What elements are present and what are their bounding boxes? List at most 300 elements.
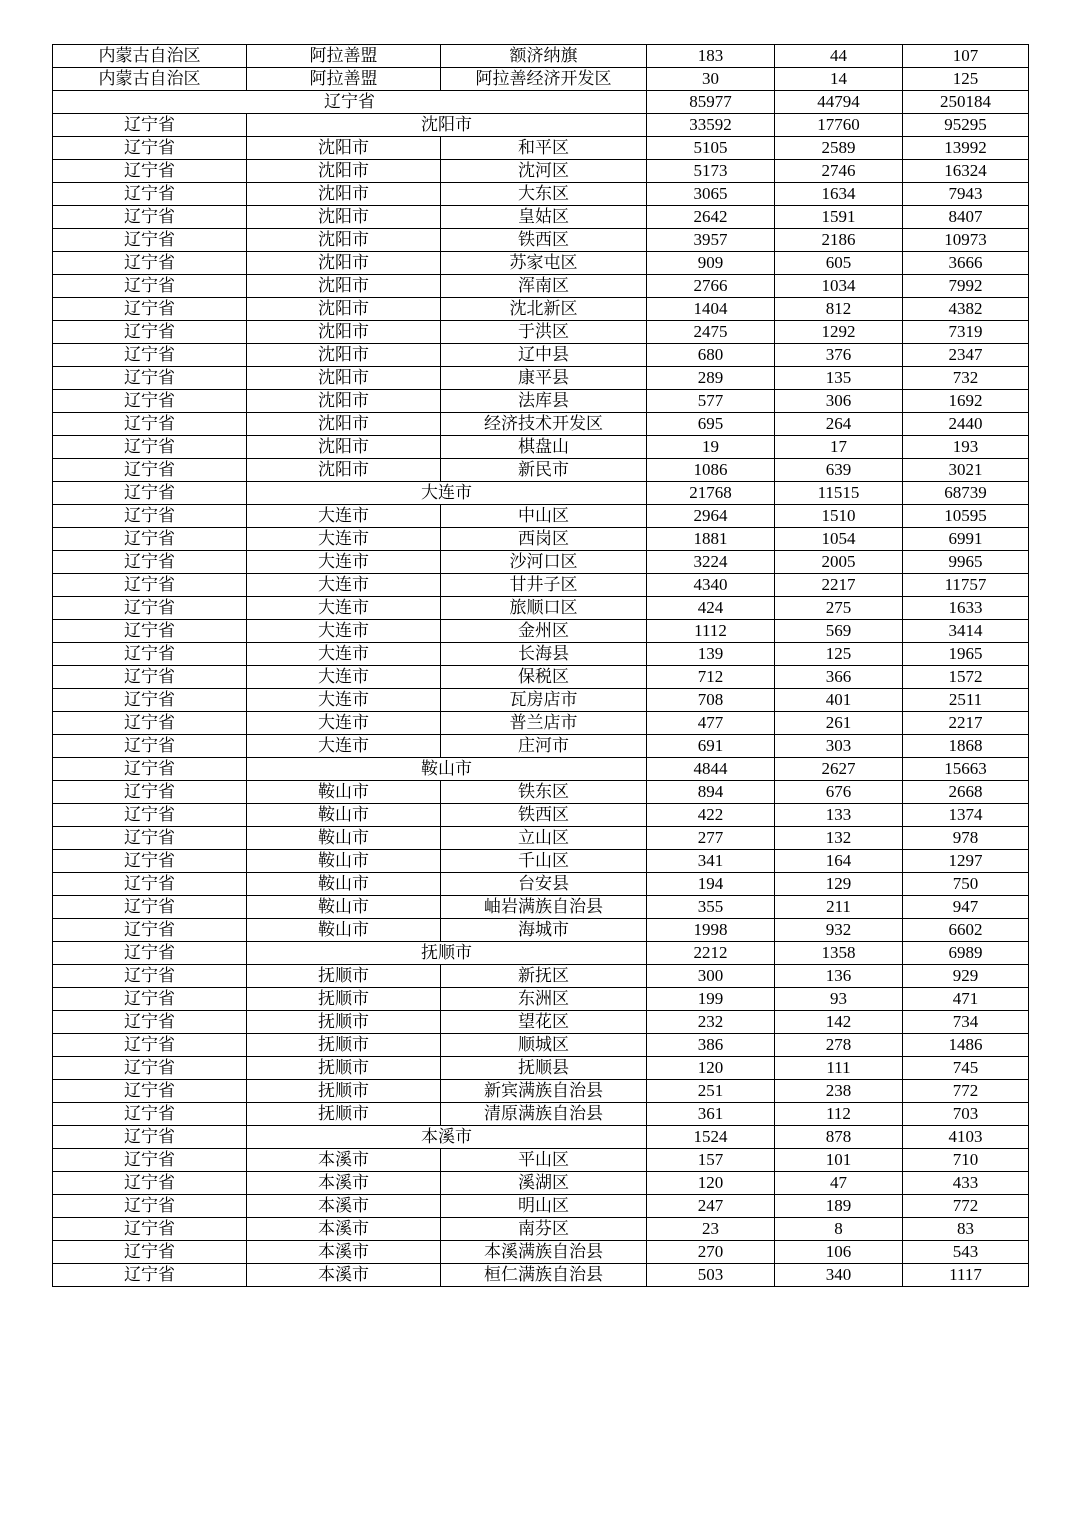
row-district: 平山区 [441,1149,647,1172]
row-value-2: 2186 [775,229,903,252]
row-value-1: 2766 [647,275,775,298]
row-city: 沈阳市 [247,229,441,252]
row-value-2: 44794 [775,91,903,114]
row-province: 辽宁省 [53,1011,247,1034]
row-province: 辽宁省 [53,252,247,275]
row-value-1: 4844 [647,758,775,781]
row-province: 辽宁省 [53,1034,247,1057]
row-district: 千山区 [441,850,647,873]
row-district: 辽中县 [441,344,647,367]
table-row [53,528,1029,551]
row-value-1: 139 [647,643,775,666]
row-value-3: 13992 [903,137,1029,160]
row-value-2: 639 [775,459,903,482]
row-district: 保税区 [441,666,647,689]
row-value-3: 734 [903,1011,1029,1034]
row-value-1: 708 [647,689,775,712]
row-value-3: 9965 [903,551,1029,574]
row-value-2: 278 [775,1034,903,1057]
row-value-3: 4103 [903,1126,1029,1149]
row-value-1: 4340 [647,574,775,597]
row-value-3: 2347 [903,344,1029,367]
row-value-3: 68739 [903,482,1029,505]
table-row [53,252,1029,275]
row-province: 辽宁省 [53,344,247,367]
row-city: 沈阳市 [247,298,441,321]
row-value-1: 85977 [647,91,775,114]
table-row [53,1195,1029,1218]
row-value-2: 44 [775,45,903,68]
row-city: 沈阳市 [247,160,441,183]
row-city: 抚顺市 [247,965,441,988]
row-value-3: 2217 [903,712,1029,735]
table-row [53,1264,1029,1287]
row-district: 甘井子区 [441,574,647,597]
table-row [53,850,1029,873]
row-value-2: 1634 [775,183,903,206]
row-province: 辽宁省 [53,689,247,712]
row-value-2: 676 [775,781,903,804]
row-value-2: 11515 [775,482,903,505]
table-row [53,367,1029,390]
row-district: 浑南区 [441,275,647,298]
row-value-1: 23 [647,1218,775,1241]
row-value-1: 120 [647,1172,775,1195]
statistics-table [52,44,1029,1287]
row-province: 辽宁省 [53,1103,247,1126]
row-district: 铁东区 [441,781,647,804]
row-value-3: 6602 [903,919,1029,942]
row-value-2: 17 [775,436,903,459]
row-value-2: 106 [775,1241,903,1264]
row-city: 抚顺市 [247,1103,441,1126]
row-city-merged: 抚顺市 [247,942,647,965]
row-district: 阿拉善经济开发区 [441,68,647,91]
row-city: 抚顺市 [247,988,441,1011]
row-district: 苏家屯区 [441,252,647,275]
row-city-merged: 本溪市 [247,1126,647,1149]
row-value-3: 703 [903,1103,1029,1126]
row-value-1: 1881 [647,528,775,551]
row-value-1: 361 [647,1103,775,1126]
row-city: 沈阳市 [247,321,441,344]
table-row [53,1126,1029,1149]
row-value-2: 211 [775,896,903,919]
row-province: 辽宁省 [53,229,247,252]
row-city: 大连市 [247,643,441,666]
row-province: 辽宁省 [53,298,247,321]
row-district: 普兰店市 [441,712,647,735]
row-district: 旅顺口区 [441,597,647,620]
row-value-3: 10595 [903,505,1029,528]
row-province: 辽宁省 [53,988,247,1011]
row-value-1: 270 [647,1241,775,1264]
row-value-3: 772 [903,1080,1029,1103]
row-value-2: 306 [775,390,903,413]
row-value-1: 2212 [647,942,775,965]
table-row [53,620,1029,643]
row-value-3: 6989 [903,942,1029,965]
row-value-3: 1374 [903,804,1029,827]
row-value-1: 386 [647,1034,775,1057]
row-province: 辽宁省 [53,206,247,229]
row-value-3: 125 [903,68,1029,91]
row-province: 辽宁省 [53,275,247,298]
row-city: 大连市 [247,735,441,758]
row-district: 中山区 [441,505,647,528]
row-province: 辽宁省 [53,643,247,666]
row-city: 阿拉善盟 [247,68,441,91]
row-district: 于洪区 [441,321,647,344]
row-value-2: 135 [775,367,903,390]
row-value-2: 605 [775,252,903,275]
table-row [53,804,1029,827]
row-value-1: 157 [647,1149,775,1172]
row-city: 鞍山市 [247,850,441,873]
row-value-2: 264 [775,413,903,436]
table-row [53,114,1029,137]
row-city: 沈阳市 [247,252,441,275]
row-value-3: 750 [903,873,1029,896]
row-value-3: 1117 [903,1264,1029,1287]
row-value-2: 132 [775,827,903,850]
row-value-2: 303 [775,735,903,758]
row-city: 沈阳市 [247,413,441,436]
row-province: 辽宁省 [53,1218,247,1241]
row-province: 辽宁省 [53,1264,247,1287]
table-row [53,758,1029,781]
row-value-2: 125 [775,643,903,666]
row-value-3: 978 [903,827,1029,850]
row-value-2: 1292 [775,321,903,344]
table-row [53,413,1029,436]
row-province-merged: 辽宁省 [53,91,647,114]
row-province: 辽宁省 [53,574,247,597]
row-value-3: 2440 [903,413,1029,436]
row-value-2: 1054 [775,528,903,551]
table-row [53,781,1029,804]
row-district: 顺城区 [441,1034,647,1057]
row-province: 辽宁省 [53,666,247,689]
row-province: 辽宁省 [53,1195,247,1218]
row-value-3: 193 [903,436,1029,459]
table-body [53,45,1029,1287]
row-province: 辽宁省 [53,873,247,896]
row-city: 鞍山市 [247,896,441,919]
row-district: 海城市 [441,919,647,942]
table-row [53,965,1029,988]
row-value-2: 101 [775,1149,903,1172]
row-value-1: 424 [647,597,775,620]
row-value-2: 133 [775,804,903,827]
row-value-1: 247 [647,1195,775,1218]
row-province: 辽宁省 [53,1149,247,1172]
row-value-1: 21768 [647,482,775,505]
row-city: 抚顺市 [247,1034,441,1057]
row-value-2: 164 [775,850,903,873]
row-district: 西岗区 [441,528,647,551]
row-value-1: 2475 [647,321,775,344]
row-city: 抚顺市 [247,1011,441,1034]
row-city: 沈阳市 [247,344,441,367]
row-value-1: 3224 [647,551,775,574]
row-city: 抚顺市 [247,1057,441,1080]
row-value-2: 129 [775,873,903,896]
row-province: 辽宁省 [53,850,247,873]
row-province: 辽宁省 [53,160,247,183]
row-city: 本溪市 [247,1149,441,1172]
row-city: 大连市 [247,666,441,689]
row-value-1: 695 [647,413,775,436]
table-row [53,206,1029,229]
row-value-3: 7992 [903,275,1029,298]
row-value-1: 577 [647,390,775,413]
row-city: 鞍山市 [247,781,441,804]
row-value-1: 1524 [647,1126,775,1149]
row-district: 金州区 [441,620,647,643]
row-value-3: 16324 [903,160,1029,183]
row-city: 沈阳市 [247,367,441,390]
row-district: 瓦房店市 [441,689,647,712]
row-value-1: 909 [647,252,775,275]
row-value-3: 745 [903,1057,1029,1080]
table-row [53,873,1029,896]
row-city: 大连市 [247,574,441,597]
row-city: 鞍山市 [247,804,441,827]
row-value-1: 691 [647,735,775,758]
row-province: 辽宁省 [53,459,247,482]
row-value-1: 199 [647,988,775,1011]
row-value-1: 120 [647,1057,775,1080]
row-province: 辽宁省 [53,965,247,988]
row-value-1: 680 [647,344,775,367]
row-value-2: 238 [775,1080,903,1103]
row-city: 大连市 [247,551,441,574]
row-value-1: 3957 [647,229,775,252]
row-district: 新民市 [441,459,647,482]
row-province: 辽宁省 [53,919,247,942]
row-value-3: 1486 [903,1034,1029,1057]
row-value-3: 1965 [903,643,1029,666]
row-province: 辽宁省 [53,1172,247,1195]
row-province: 辽宁省 [53,183,247,206]
row-province: 辽宁省 [53,1057,247,1080]
row-district: 大东区 [441,183,647,206]
row-district: 额济纳旗 [441,45,647,68]
table-row [53,482,1029,505]
row-value-2: 2627 [775,758,903,781]
row-district: 新宾满族自治县 [441,1080,647,1103]
row-value-3: 10973 [903,229,1029,252]
table-row [53,1034,1029,1057]
row-value-1: 251 [647,1080,775,1103]
row-city: 本溪市 [247,1264,441,1287]
row-city: 鞍山市 [247,873,441,896]
row-province: 辽宁省 [53,712,247,735]
row-district: 沈北新区 [441,298,647,321]
row-province: 辽宁省 [53,735,247,758]
row-value-2: 932 [775,919,903,942]
row-district: 新抚区 [441,965,647,988]
table-row [53,183,1029,206]
row-value-3: 107 [903,45,1029,68]
row-value-1: 1112 [647,620,775,643]
row-value-1: 2642 [647,206,775,229]
row-city: 鞍山市 [247,919,441,942]
row-value-3: 710 [903,1149,1029,1172]
row-province: 辽宁省 [53,321,247,344]
table-row [53,666,1029,689]
row-value-3: 1868 [903,735,1029,758]
row-value-1: 1998 [647,919,775,942]
row-province: 辽宁省 [53,781,247,804]
row-value-2: 14 [775,68,903,91]
row-value-3: 1297 [903,850,1029,873]
row-value-2: 136 [775,965,903,988]
row-value-2: 569 [775,620,903,643]
table-row [53,229,1029,252]
table-row [53,1241,1029,1264]
row-value-2: 8 [775,1218,903,1241]
row-value-3: 3021 [903,459,1029,482]
row-district: 东洲区 [441,988,647,1011]
row-city: 大连市 [247,505,441,528]
row-value-2: 189 [775,1195,903,1218]
row-value-3: 250184 [903,91,1029,114]
row-value-1: 3065 [647,183,775,206]
row-city: 沈阳市 [247,390,441,413]
table-row [53,1057,1029,1080]
row-value-3: 3666 [903,252,1029,275]
row-city-merged: 鞍山市 [247,758,647,781]
row-city: 沈阳市 [247,137,441,160]
row-value-3: 772 [903,1195,1029,1218]
row-district: 台安县 [441,873,647,896]
table-row [53,735,1029,758]
table-row [53,91,1029,114]
row-value-1: 232 [647,1011,775,1034]
row-value-1: 422 [647,804,775,827]
row-province: 辽宁省 [53,1241,247,1264]
row-value-2: 112 [775,1103,903,1126]
row-value-2: 1510 [775,505,903,528]
row-value-3: 732 [903,367,1029,390]
table-row [53,321,1029,344]
row-value-3: 929 [903,965,1029,988]
row-district: 清原满族自治县 [441,1103,647,1126]
row-district: 岫岩满族自治县 [441,896,647,919]
row-value-2: 366 [775,666,903,689]
row-city-merged: 沈阳市 [247,114,647,137]
row-value-2: 340 [775,1264,903,1287]
row-city: 鞍山市 [247,827,441,850]
row-province: 辽宁省 [53,804,247,827]
row-city-merged: 大连市 [247,482,647,505]
row-province: 辽宁省 [53,758,247,781]
row-value-1: 2964 [647,505,775,528]
row-province: 辽宁省 [53,896,247,919]
row-value-2: 261 [775,712,903,735]
table-row [53,1172,1029,1195]
row-city: 大连市 [247,528,441,551]
row-province: 辽宁省 [53,1126,247,1149]
row-value-2: 878 [775,1126,903,1149]
row-value-1: 503 [647,1264,775,1287]
row-value-3: 1633 [903,597,1029,620]
row-province: 辽宁省 [53,551,247,574]
row-province: 辽宁省 [53,413,247,436]
row-value-3: 2511 [903,689,1029,712]
table-row [53,597,1029,620]
row-value-2: 1034 [775,275,903,298]
row-value-2: 111 [775,1057,903,1080]
row-value-3: 1692 [903,390,1029,413]
table-row [53,390,1029,413]
table-row [53,160,1029,183]
table-row [53,988,1029,1011]
row-district: 庄河市 [441,735,647,758]
row-value-3: 543 [903,1241,1029,1264]
row-value-1: 300 [647,965,775,988]
row-city: 大连市 [247,620,441,643]
table-row [53,643,1029,666]
row-value-3: 433 [903,1172,1029,1195]
row-district: 立山区 [441,827,647,850]
row-value-3: 7319 [903,321,1029,344]
row-value-2: 142 [775,1011,903,1034]
row-value-2: 2746 [775,160,903,183]
row-district: 抚顺县 [441,1057,647,1080]
row-province: 辽宁省 [53,436,247,459]
row-city: 沈阳市 [247,206,441,229]
row-district: 法库县 [441,390,647,413]
row-district: 皇姑区 [441,206,647,229]
table-row [53,298,1029,321]
table-row [53,1218,1029,1241]
row-value-3: 7943 [903,183,1029,206]
row-value-3: 8407 [903,206,1029,229]
row-district: 经济技术开发区 [441,413,647,436]
row-district: 棋盘山 [441,436,647,459]
row-value-3: 4382 [903,298,1029,321]
row-value-1: 355 [647,896,775,919]
table-row [53,919,1029,942]
row-city: 大连市 [247,712,441,735]
row-district: 明山区 [441,1195,647,1218]
row-province: 辽宁省 [53,827,247,850]
row-value-1: 1086 [647,459,775,482]
row-value-3: 3414 [903,620,1029,643]
row-district: 铁西区 [441,804,647,827]
row-district: 长海县 [441,643,647,666]
table-row [53,942,1029,965]
row-city: 沈阳市 [247,459,441,482]
row-province: 辽宁省 [53,505,247,528]
row-value-2: 275 [775,597,903,620]
row-province: 辽宁省 [53,620,247,643]
table-row [53,689,1029,712]
row-city: 阿拉善盟 [247,45,441,68]
row-province: 辽宁省 [53,367,247,390]
row-province: 辽宁省 [53,597,247,620]
table-row [53,712,1029,735]
row-value-3: 95295 [903,114,1029,137]
row-value-3: 83 [903,1218,1029,1241]
row-province: 辽宁省 [53,1080,247,1103]
row-value-1: 341 [647,850,775,873]
row-value-2: 1591 [775,206,903,229]
row-district: 南芬区 [441,1218,647,1241]
